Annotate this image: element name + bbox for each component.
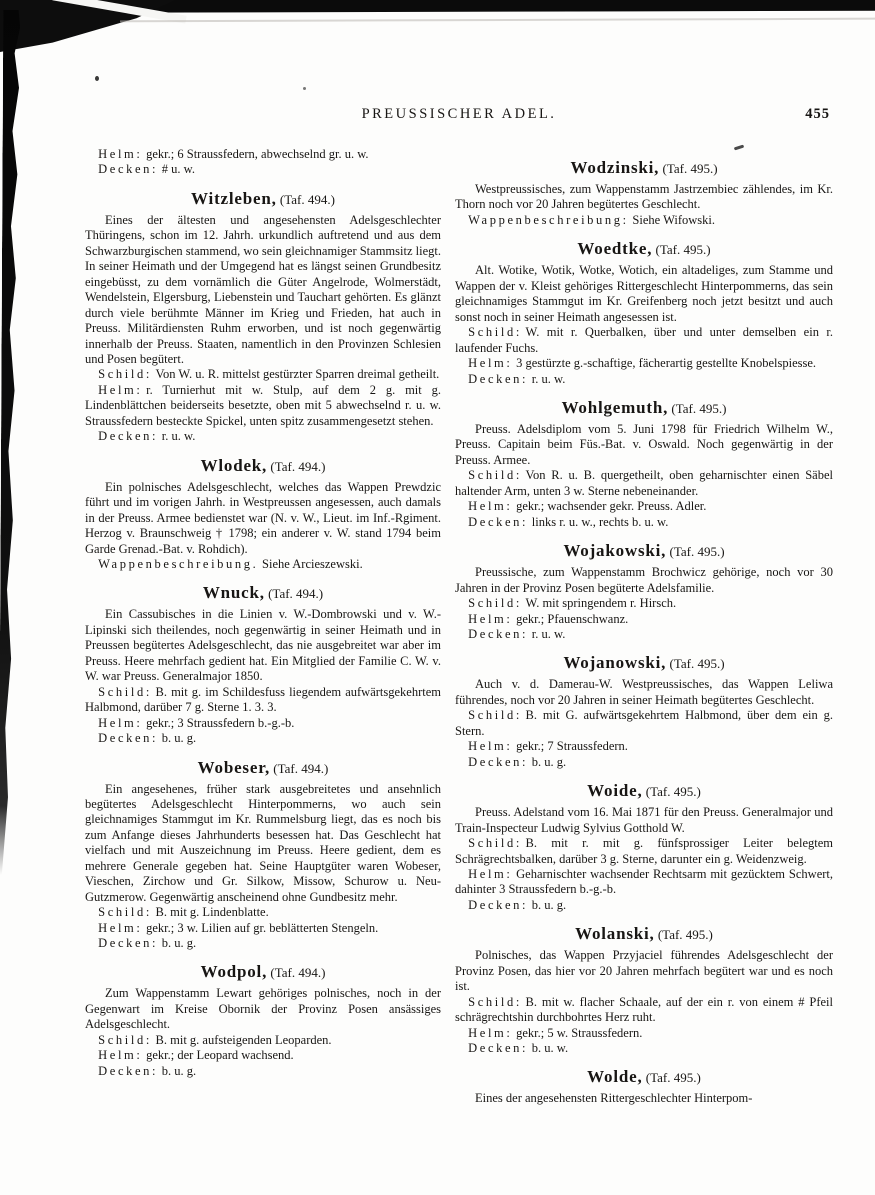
blazon-line: Decken: b. u. g.	[98, 1063, 197, 1078]
blazon-label: Schild	[98, 684, 146, 699]
entry-taf: (Taf. 494.)	[264, 586, 324, 602]
blazon-label: Helm	[468, 1025, 507, 1040]
entry-heading	[455, 158, 833, 178]
blazon-line: Decken: # u. w.	[98, 162, 195, 177]
blazon-line: Decken: r. u. w.	[468, 371, 566, 386]
entry-taf: (Taf. 495.)	[668, 400, 727, 416]
page-number: 455	[805, 106, 830, 122]
entry-heading	[85, 189, 441, 209]
entry-name: Wodzinski,	[570, 158, 660, 177]
blazon-label: Schild	[468, 596, 516, 611]
blazon-label: Helm	[98, 1048, 137, 1063]
blazon-line: Helm: gekr.; 5 w. Straussfedern.	[468, 1025, 643, 1040]
blazon-line: Decken: r. u. w.	[468, 626, 566, 641]
blazon-label: Decken	[468, 371, 523, 386]
entry-paragraph: Westpreussisches, zum Wappenstamm Jastrzembiec zählendes, im Kr. Thorn noch vor 20 Jahren begütertes Geschlecht.	[455, 182, 833, 212]
blazon-label: Decken	[98, 731, 153, 746]
blazon-line: Decken: r. u. w.	[98, 429, 196, 444]
column-right	[455, 147, 833, 1107]
blazon-line: Schild: W. mit r. Querbalken, über und unter demselben ein r. laufender Fuchs.	[455, 325, 833, 355]
page-header	[85, 106, 833, 126]
entry-taf: (Taf. 495.)	[642, 784, 701, 800]
blazon-label: Schild	[98, 905, 146, 920]
entry-taf: (Taf. 495.)	[652, 242, 711, 258]
entry-taf: (Taf. 495.)	[659, 161, 718, 176]
blazon-label: Helm	[468, 611, 507, 626]
entry-heading	[85, 456, 441, 476]
blazon-label: Helm	[98, 920, 137, 935]
entry-paragraph: Preuss. Adelstand vom 16. Mai 1871 für den Preuss. Generalmajor und Train-Inspecteur Ludwig Sylvius Gotthold W.	[455, 805, 833, 835]
entry-name: Wohlgemuth,	[561, 397, 669, 417]
blazon-line: Decken: b. u. g.	[468, 754, 567, 769]
entry-name: Wlodek,	[200, 455, 268, 475]
entry-taf: (Taf. 495.)	[666, 656, 725, 672]
entry-heading	[455, 781, 833, 801]
blazon-label: Schild	[468, 708, 516, 723]
entry-paragraph: Ein angesehenes, früher stark ausgebreitetes und ansehnlich begütertes Adelsgeschlecht Hinterpommerns, wo auch sein gleichnamiges Stammgut im Kr. Rummelsburg liegt, das es noch bis zum Anfange dieses Jahrhunderts besessen hat. Das Geschlecht hat vielfach und mit Auszeichnung im Preuss. Heere gedient, dem es mehrere Generale gegeben hat. Seine Hauptgüter waren Wobeser, Vieschen, Zirchow und Gr. Silkow, Missow, Schurow u. Neu-Gutzmerow. Gegenwärtig anscheinend ohne Gundbesitz mehr.	[85, 781, 441, 904]
blazon-line: Helm: Geharnischter wachsender Rechtsarm mit gezücktem Schwert, dahinter 3 Straussfedern b.-g.-b.	[455, 866, 833, 897]
blazon-label: Schild	[468, 468, 516, 483]
entry-heading	[455, 653, 833, 673]
blazon-label: Decken	[98, 162, 153, 177]
entry-taf: (Taf. 494.)	[270, 760, 329, 776]
blazon-line: Helm: gekr.; Pfauenschwanz.	[468, 611, 629, 626]
entry-name: Wojanowski,	[563, 653, 667, 673]
entry-paragraph: Alt. Wotike, Wotik, Wotke, Wotich, ein altadeliges, zum Stamme und Wappen der v. Kleist gehöriges Rittergeschlecht Hinterpommerns, das sein gleichnamiges Stammgut im Kr. Greifenberg noch jetzt besitzt und auch sonst noch in seiner Heimath angesessen ist.	[455, 263, 833, 324]
blazon-line: Decken: b. u. g.	[468, 897, 567, 912]
blazon-line: Schild: Von R. u. B. quergetheilt, oben geharnischter einen Säbel haltender Arm, unten 3 w. Sterne nebeneinander.	[455, 468, 833, 498]
entry-paragraph: Eines der angesehensten Rittergeschlechter Hinterpom-	[475, 1091, 753, 1106]
blazon-label: Helm	[468, 499, 507, 514]
blazon-line: Schild: B. mit g. aufsteigenden Leoparden.	[98, 1032, 332, 1047]
entry-heading	[455, 1067, 833, 1087]
entry-taf: (Taf. 495.)	[654, 927, 713, 943]
blazon-line: Decken: b. u. g.	[98, 936, 197, 951]
blazon-label: Decken	[98, 429, 153, 444]
blazon-line: Helm: gekr.; 3 Straussfedern b.-g.-b.	[98, 715, 295, 730]
entry-name: Wolde,	[587, 1067, 643, 1087]
blazon-label: Schild	[98, 367, 146, 382]
blazon-line: Helm: gekr.; 3 w. Lilien auf gr. beblätterten Stengeln.	[98, 920, 379, 935]
blazon-line: Schild: B. mit g. Lindenblatte.	[98, 905, 269, 920]
entry-taf: (Taf. 494.)	[276, 191, 335, 207]
entry-heading	[455, 541, 833, 561]
entry-heading	[85, 758, 441, 778]
blazon-line: Schild: B. mit g. im Schildesfuss liegendem aufwärtsgekehrtem Halbmond, darüber 7 g. Sterne 1. 3. 3.	[85, 684, 441, 715]
blazon-label: Decken	[468, 514, 523, 529]
blazon-line: Schild: B. mit G. aufwärtsgekehrtem Halbmond, über dem ein g. Stern.	[455, 708, 833, 738]
entry-paragraph: Polnisches, das Wappen Przyjaciel führendes Adelsgeschlecht der Provinz Posen, das hier vor 20 Jahren mehrfach begütert war und es noch ist.	[455, 948, 833, 994]
column-left	[85, 147, 441, 1107]
blazon-label: Helm	[98, 382, 137, 397]
entry-name: Witzleben,	[191, 188, 277, 208]
blazon-label: Decken	[468, 626, 523, 641]
blazon-line: Schild: B. mit w. flacher Schaale, auf der ein r. von einem # Pfeil schrägrechtshin durchbohrtes Herz ruht.	[455, 994, 833, 1025]
blazon-line: Decken: links r. u. w., rechts b. u. w.	[468, 514, 669, 529]
blazon-line: Decken: b. u. w.	[468, 1041, 569, 1056]
blazon-line: Decken: b. u. g.	[98, 731, 197, 746]
blazon-line: Helm: gekr.; 7 Straussfedern.	[468, 739, 628, 754]
blazon-line: Helm: gekr.; wachsender gekr. Preuss. Adler.	[468, 499, 707, 514]
blazon-label: Helm	[468, 739, 507, 754]
entry-taf: (Taf. 494.)	[267, 965, 326, 981]
blazon-label: Schild	[98, 1032, 146, 1047]
blazon-label: Helm	[468, 356, 507, 371]
blazon-label: Decken	[98, 936, 153, 951]
blazon-label: Decken	[468, 897, 523, 912]
blazon-line: Helm: r. Turnierhut mit w. Stulp, auf dem 2 g. mit g. Lindenblättchen beiderseits besetzte, oben mit 5 abwechselnd r. u. w. Straussfedern besteckte Spickel, unten spitz zusammengesetzt stehen.	[85, 382, 441, 428]
running-title: PREUSSISCHER ADEL.	[361, 106, 557, 122]
entry-heading	[85, 583, 441, 603]
blazon-label: Helm	[468, 866, 507, 881]
entry-paragraph: Ein polnisches Adelsgeschlecht, welches das Wappen Prewdzic führt und im vorigen Jahrh. in Westpreussen angesessen, auch damals in der Preuss. Armee bedienstet war (N. v. W., Lieut. im Inf.-Rgiment. Herzog v. Braunschweig † 1798; ein anderer v. W. stand 1794 beim Garde Grenad.-Bat. v. Rohdich).	[85, 479, 441, 556]
entry-taf: (Taf. 494.)	[267, 458, 326, 474]
blazon-label: Decken	[468, 1041, 523, 1056]
blazon-label: Helm	[98, 715, 137, 730]
entry-heading	[455, 239, 833, 259]
entry-name: Woide,	[587, 781, 643, 801]
blazon-line: Helm: gekr.; 6 Straussfedern, abwechselnd gr. u. w.	[98, 147, 369, 161]
entry-name: Wojakowski,	[563, 541, 667, 561]
entry-paragraph: Auch v. d. Damerau-W. Westpreussisches, das Wappen Leliwa führendes, noch vor 20 Jahren in seiner Heimath begütertes Geschlecht.	[455, 677, 833, 707]
entry-taf: (Taf. 495.)	[642, 1070, 701, 1086]
entry-taf: (Taf. 495.)	[666, 544, 725, 560]
blazon-line: Schild: Von W. u. R. mittelst gestürzter Sparren dreimal getheilt.	[98, 367, 440, 382]
entry-paragraph: Eines der ältesten und angesehensten Adelsgeschlechter Thüringens, schon im 12. Jahrh. urkundlich auftretend und aus dem Schwarzburgischen stammend, wo sein gleichnamiger Stammsitz liegt. In seiner Heimath und der Umgegend hat es längst seinen Grundbesitz eingebüsst, zu dem vornämlich die Güter Angelrode, Wolmerstädt, Wendelstein, Elgersburg, Liebenstein und Tauchart gehörten. Es glänzt durch viele berühmte Männer im Krieg und Frieden, hat auch in Preuss. Militärdiensten Ruhm erworben, und ist noch gegenwärtig innerhalb der Preuss. Staaten, namentlich in den Provinzen Schlesien und Posen begütert.	[85, 212, 441, 366]
blazon-line: Schild: W. mit springendem r. Hirsch.	[468, 596, 677, 611]
entry-paragraph: Ein Cassubisches in die Linien v. W.-Dombrowski und v. W.-Lipinski sich theilendes, noch gegenwärtig in seiner Heimath und in Preussen begütertes Adelsgeschlecht, das nie ausgebreitet war aber im Preuss. Heere mehrfach gedient hat. Ein Mitglied der Familie C. W. v. W. war Preuss. Generalmajor 1850.	[85, 607, 441, 684]
entry-paragraph: Preuss. Adelsdiplom vom 5. Juni 1798 für Friedrich Wilhelm W., Preuss. Capitain beim Füs.-Bat. v. Oswald. Noch gegenwärtig in der Preuss. Armee.	[455, 421, 833, 467]
blazon-label: Schild	[468, 325, 516, 340]
entry-name: Wnuck,	[202, 583, 265, 603]
blazon-label: Decken	[98, 1063, 153, 1078]
blazon-line: Wappenbeschreibung: Siehe Wifowski.	[468, 212, 715, 227]
entry-name: Woedtke,	[577, 239, 653, 259]
blazon-line: Helm: gekr.; der Leopard wachsend.	[98, 1048, 294, 1063]
entry-heading	[455, 398, 833, 418]
blazon-line: Schild: B. mit r. mit g. fünfsprossiger Leiter belegtem Schrägrechtsbalken, darüber 3 g. Sterne, darunter ein g. Weidenzweig.	[455, 836, 833, 866]
blazon-label: Decken	[468, 754, 523, 769]
blazon-label: Schild	[468, 994, 516, 1009]
blazon-label: Schild	[468, 836, 516, 851]
blazon-label: Helm	[98, 147, 137, 161]
entry-name: Wodpol,	[200, 962, 268, 982]
entry-heading	[85, 962, 441, 982]
entry-name: Wolanski,	[575, 924, 655, 944]
blazon-line: Helm: 3 gestürzte g.-schaftige, fächerartig gestellte Knobelspiesse.	[468, 356, 817, 371]
text-columns	[85, 147, 833, 1107]
entry-paragraph: Zum Wappenstamm Lewart gehöriges polnisches, noch in der Gegenwart im Kreise Obornik der Provinz Posen ansässiges Adelsgeschlecht.	[85, 986, 441, 1032]
blazon-label: Wappenbeschreibung	[468, 212, 623, 227]
entry-heading	[455, 924, 833, 944]
blazon-line: Wappenbeschreibung. Siehe Arcieszewski.	[98, 556, 363, 571]
entry-name: Wobeser,	[197, 757, 271, 777]
blazon-label: Wappenbeschreibung	[98, 556, 253, 571]
entry-paragraph: Preussische, zum Wappenstamm Brochwicz gehörige, noch vor 30 Jahren in der Provinz Posen begüterte Adelsfamilie.	[455, 565, 833, 595]
